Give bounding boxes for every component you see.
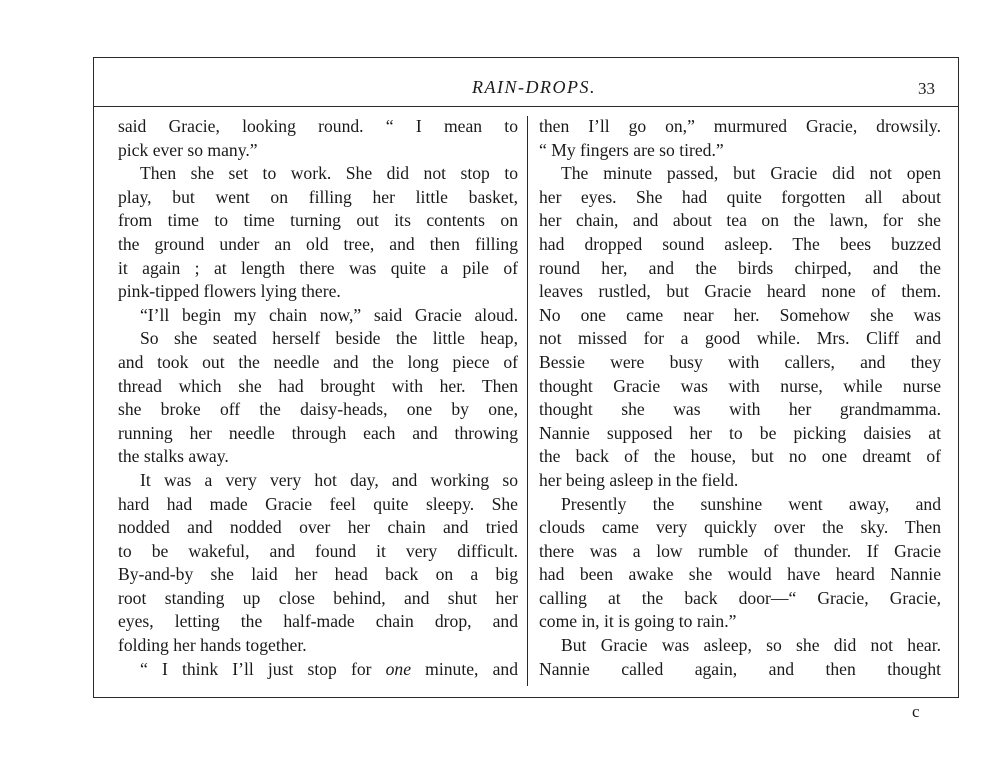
text-line: Nannie supposed her to be picking daisies at	[539, 422, 941, 443]
text-line: had dropped sound asleep. The bees buzzed	[539, 233, 941, 254]
text-run: minute, and	[411, 658, 518, 679]
text-line: Then she set to work. She did not stop to	[140, 163, 518, 184]
text-line: had been awake she would have heard Nannie	[539, 564, 941, 585]
text-line: thought she was with her grandmamma.	[539, 399, 941, 420]
text-run: “ I think I’ll just stop for	[140, 658, 386, 679]
text-line: the back of the house, but no one dreamt of	[539, 446, 941, 467]
text-line: her chain, and about tea on the lawn, for she	[539, 210, 941, 231]
text-line: and took out the needle and the long piece of	[118, 351, 518, 372]
text-line: folding her hands together.	[118, 635, 307, 656]
text-line: pink-tipped flowers lying there.	[118, 281, 341, 302]
text-line: pick ever so many.”	[118, 139, 258, 160]
text-line: to be wakeful, and found it very difficult.	[118, 540, 518, 561]
text-line: there was a low rumble of thunder. If Gracie	[539, 540, 941, 561]
left-column	[118, 115, 518, 681]
text-line: nodded and nodded over her chain and tried	[118, 517, 518, 538]
text-line: not missed for a good while. Mrs. Cliff and	[539, 328, 941, 349]
text-line: her being asleep in the field.	[539, 469, 739, 490]
text-line: eyes, letting the half-made chain drop, and	[118, 611, 518, 632]
text-line: the stalks away.	[118, 446, 229, 467]
page-number: 33	[918, 79, 935, 98]
text-line: But Gracie was asleep, so she did not hear.	[561, 635, 941, 656]
text-line: play, but went on filling her little basket,	[118, 186, 518, 207]
text-line: No one came near her. Somehow she was	[539, 304, 941, 325]
text-line: from time to time turning out its contents on	[118, 210, 518, 231]
text-line: hard had made Gracie feel quite sleepy. She	[118, 493, 518, 514]
text-line: calling at the back door—“ Gracie, Gracie,	[539, 587, 941, 608]
text-line: By-and-by she laid her head back on a big	[118, 564, 518, 585]
text-line: it again ; at length there was quite a pile of	[118, 257, 518, 278]
text-line: then I’ll go on,” murmured Gracie, drowsily.	[539, 116, 941, 136]
text-line: root standing up close behind, and shut her	[118, 587, 518, 608]
text-line: said Gracie, looking round. “ I mean to	[118, 116, 518, 136]
running-title: RAIN-DROPS.	[472, 77, 596, 97]
text-line: leaves rustled, but Gracie heard none of them.	[539, 281, 941, 302]
text-line: round her, and the birds chirped, and the	[539, 257, 941, 278]
text-line: “I’ll begin my chain now,” said Gracie aloud.	[140, 304, 518, 325]
signature-mark: c	[912, 702, 920, 721]
header-rule	[93, 106, 959, 107]
text-line: “ My fingers are so tired.”	[539, 139, 724, 160]
text-line	[118, 658, 518, 682]
text-line: thread which she had brought with her. Then	[118, 375, 518, 396]
text-line: her eyes. She had quite forgotten all about	[539, 186, 941, 207]
text-line: Bessie were busy with callers, and they	[539, 351, 941, 372]
text-line: The minute passed, but Gracie did not open	[561, 163, 941, 184]
text-line: clouds came very quickly over the sky. Then	[539, 517, 941, 538]
column-divider	[527, 116, 528, 686]
text-line: come in, it is going to rain.”	[539, 611, 737, 632]
text-line: So she seated herself beside the little heap,	[140, 328, 518, 349]
text-line: thought Gracie was with nurse, while nurse	[539, 375, 941, 396]
text-line: Nannie called again, and then thought	[539, 658, 941, 679]
text-line: It was a very very hot day, and working so	[140, 469, 518, 490]
right-column	[539, 115, 941, 681]
text-line: running her needle through each and throwing	[118, 422, 518, 443]
text-line: Presently the sunshine went away, and	[561, 493, 941, 514]
text-line: the ground under an old tree, and then filling	[118, 233, 518, 254]
emphasized-word: one	[385, 658, 412, 679]
text-line: she broke off the daisy-heads, one by one,	[118, 399, 518, 420]
